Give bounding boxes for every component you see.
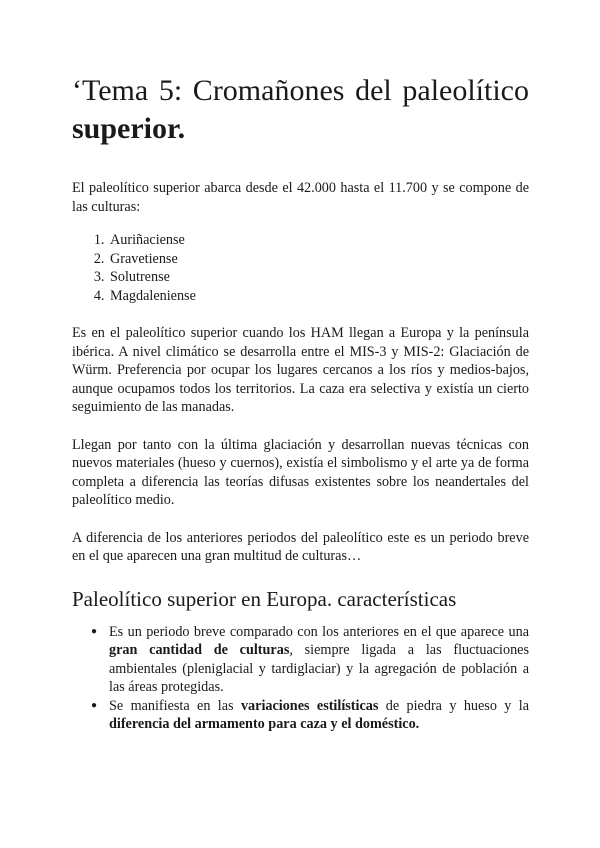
- page-title-line-1: ‘Tema 5: Cromañones del paleolítico: [72, 74, 529, 107]
- culture-item: 3. Solutrense: [108, 268, 529, 287]
- feature-item: [91, 623, 529, 697]
- body-paragraph: A diferencia de los anteriores periodos del paleolítico este es un periodo breve en el que aparecen una gran multitud de culturas…: [72, 529, 529, 564]
- feature-text: , siempre ligada a las fluctuaciones ambientales (pleniglacial y tardiglaciar) y la agregación de población a las áreas protegidas.: [109, 642, 529, 695]
- bullet-icon: ●: [91, 625, 98, 637]
- culture-item: 4. Magdaleniense: [108, 287, 529, 306]
- section-heading: Paleolítico superior en Europa. características: [72, 586, 457, 611]
- feature-item: [91, 697, 530, 734]
- culture-item: 2. Gravetiense: [108, 250, 529, 269]
- page-title-line-2: superior.: [72, 112, 186, 145]
- body-paragraph: Es en el paleolítico superior cuando los HAM llegan a Europa y la península ibérica. A nivel climático se desarrolla entre el MIS-3 y MIS-2: Glaciación de Würm. Preferencia por ocupar los lugares cercanos a los ríos y medios-bajos, aunque ocupamos todos los territorios. La caza era selectiva y existía un cierto seguimiento de las manadas.: [72, 325, 529, 415]
- document-page: [72, 72, 529, 734]
- feature-text: Se manifiesta en las: [109, 697, 241, 714]
- feature-bold-text: variaciones estilísticas: [240, 697, 379, 714]
- cultures-list: [72, 231, 529, 305]
- features-list: [72, 623, 529, 734]
- feature-text: de piedra y hueso y la: [378, 697, 530, 714]
- intro-paragraph: El paleolítico superior abarca desde el 42.000 hasta el 11.700 y se compone de las culturas:: [72, 180, 529, 215]
- feature-bold-text: gran cantidad de culturas: [109, 642, 290, 658]
- culture-item: 1. Auriñaciense: [108, 231, 529, 250]
- bullet-icon: ●: [91, 699, 98, 711]
- feature-bold-text: diferencia del armamento para caza y el doméstico.: [109, 716, 420, 732]
- feature-text: Es un periodo breve comparado con los anteriores en el que aparece una: [109, 623, 529, 640]
- body-paragraph: Llegan por tanto con la última glaciación y desarrollan nuevas técnicas con nuevos materiales (hueso y cuernos), existía el simbolismo y el arte ya de forma completa a diferencia las teorías difusas existentes sobre los neandertales del paleolítico medio.: [72, 436, 529, 508]
